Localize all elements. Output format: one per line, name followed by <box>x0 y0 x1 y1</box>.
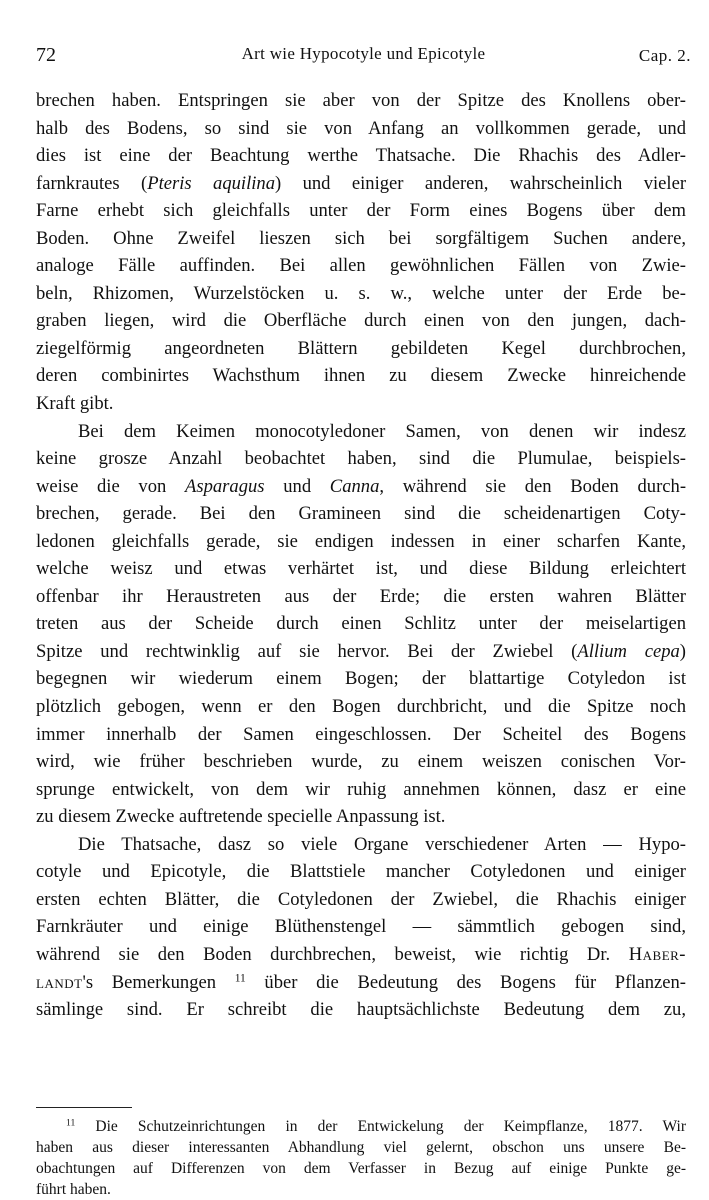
text-run: wird, wie früher beschrieben wurde, zu einem weiszen conischen Vor- <box>36 751 686 773</box>
text-run: offenbar ihr Heraustreten aus der Erde; die ersten wahren Blätter <box>36 585 686 607</box>
italic-term: Canna <box>329 475 380 497</box>
text-run: und <box>264 475 330 497</box>
text-line <box>36 473 686 501</box>
text-run: während sie den Boden durchbrechen, beweist, wie richtig Dr. <box>36 943 629 965</box>
footnote-ref: 11 <box>234 972 246 985</box>
text-run: Spitze und rechtwinklig auf sie hervor. Bei der Zwiebel ( <box>36 640 578 662</box>
text-run: ledonen gleichfalls gerade, sie endigen indessen in einer scharfen Kante, <box>36 530 686 552</box>
text-line <box>36 87 686 115</box>
text-line <box>36 776 686 804</box>
text-line <box>36 555 686 583</box>
text-line <box>36 197 686 225</box>
text-run: Bei dem Keimen monocotyledoner Samen, von denen wir indesz <box>78 420 686 442</box>
text-run: über die Bedeutung des Bogens für Pflanzen- <box>245 971 687 993</box>
text-line <box>36 665 686 693</box>
text-line <box>36 941 686 969</box>
text-line <box>36 225 686 253</box>
author-name: Haber- <box>628 943 686 965</box>
italic-term: Asparagus <box>184 475 265 497</box>
text-line <box>36 170 686 198</box>
text-line <box>36 280 686 308</box>
footnote-line <box>36 1137 686 1158</box>
text-run: graben liegen, wird die Oberfläche durch einen von den jungen, dach- <box>36 310 686 332</box>
text-line <box>36 693 686 721</box>
text-run: brechen, gerade. Bei den Gramineen sind die scheidenartigen Coty- <box>36 503 686 525</box>
text-line <box>36 445 686 473</box>
text-line <box>36 803 686 831</box>
text-run: Die Schutzeinrichtungen in der Entwickelung der Keimpflanze, 1877. Wir <box>75 1118 686 1135</box>
text-run: welche weisz und etwas verhärtet ist, und diese Bildung erleichtert <box>36 558 686 580</box>
text-line <box>36 996 686 1024</box>
text-run: 's Bemerkungen <box>82 971 235 993</box>
text-line <box>36 583 686 611</box>
author-name: landt <box>36 971 83 993</box>
chapter-label: Cap. 2. <box>638 46 691 65</box>
text-run: halb des Bodens, so sind sie von Anfang an vollkommen gerade, und <box>36 117 686 139</box>
text-line <box>36 748 686 776</box>
text-line <box>36 721 686 749</box>
text-line <box>36 390 686 418</box>
text-run: analoge Fälle auffinden. Bei allen gewöhnlichen Fällen von Zwie- <box>36 255 686 277</box>
text-run: cotyle und Epicotyle, die Blattstiele mancher Cotyledonen und einiger <box>36 861 686 883</box>
text-run: begegnen wir wiederum einem Bogen; der blattartige Cotyledon ist <box>36 668 686 690</box>
text-run: ersten echten Blätter, die Cotyledonen der Zwiebel, die Rhachis einiger <box>36 888 686 910</box>
body-text <box>36 87 686 1024</box>
text-run: deren combinirtes Wachsthum ihnen zu diesem Zwecke hinreichende <box>36 365 686 387</box>
text-run: zu diesem Zwecke auftretende specielle Anpassung ist. <box>36 806 446 828</box>
text-run: brechen haben. Entspringen sie aber von der Spitze des Knollens ober- <box>36 90 686 111</box>
text-run: treten aus der Scheide durch einen Schlitz unter der meiselartigen <box>36 613 686 635</box>
text-line <box>36 418 686 446</box>
text-run: immer innerhalb der Samen eingeschlossen. Der Scheitel des Bogens <box>36 723 686 745</box>
text-run: , während sie den Boden durch- <box>379 475 687 497</box>
text-line <box>36 307 686 335</box>
text-run: sämlinge sind. Er schreibt die hauptsächlichste Bedeutung dem zu, <box>36 999 686 1021</box>
text-line <box>36 115 686 143</box>
text-run: keine grosze Anzahl beobachtet haben, sind die Plumulae, beispiels- <box>36 448 686 470</box>
italic-term: Pteris aquilina <box>147 172 276 194</box>
text-run: obachtungen auf Differenzen von dem Verfasser in Bezug auf einige Punkte ge- <box>36 1160 686 1177</box>
text-line <box>36 886 686 914</box>
text-run: Kraft gibt. <box>36 393 114 415</box>
text-run: farnkrautes ( <box>36 172 148 194</box>
text-run: beln, Rhizomen, Wurzelstöcken u. s. w., welche unter der Erde be- <box>36 282 686 304</box>
footnote-divider <box>36 1107 132 1108</box>
footnote <box>36 1116 686 1200</box>
text-run: Farnkräuter und einige Blüthenstengel — sämmtlich gebogen sind, <box>36 916 686 938</box>
page-number: 72 <box>36 44 56 66</box>
text-run: haben aus dieser interessanten Abhandlung viel gelernt, obschon uns unsere Be- <box>36 1139 686 1156</box>
text-line <box>36 252 686 280</box>
text-run: weise die von <box>36 475 185 497</box>
text-run: plötzlich gebogen, wenn er den Bogen durchbricht, und die Spitze noch <box>36 696 686 718</box>
italic-term: Allium cepa <box>577 640 680 662</box>
text-line <box>36 500 686 528</box>
footnote-line <box>36 1158 686 1179</box>
text-line <box>36 362 686 390</box>
text-line <box>36 610 686 638</box>
footnote-line <box>36 1116 686 1137</box>
footnote-ref: 11 <box>66 1117 76 1129</box>
text-run: ) <box>679 640 686 662</box>
running-title: Art wie Hypocotyle und Epicotyle <box>241 44 486 63</box>
text-run: sprunge entwickelt, von dem wir ruhig annehmen können, dasz er eine <box>36 778 686 800</box>
text-line <box>36 969 686 997</box>
text-line <box>36 858 686 886</box>
page-header <box>36 44 691 72</box>
text-run: ziegelförmig angeordneten Blättern gebildeten Kegel durchbrochen, <box>36 337 686 359</box>
text-run: ) und einiger anderen, wahrscheinlich vieler <box>275 172 687 194</box>
text-line <box>36 638 686 666</box>
text-line <box>36 831 686 859</box>
text-line <box>36 335 686 363</box>
text-run: Boden. Ohne Zweifel lieszen sich bei sorgfältigem Suchen andere, <box>36 227 686 249</box>
text-line <box>36 528 686 556</box>
text-line <box>36 913 686 941</box>
text-run: führt haben. <box>36 1181 111 1198</box>
footnote-line <box>36 1179 686 1200</box>
text-run: Farne erhebt sich gleichfalls unter der Form eines Bogens über dem <box>36 200 686 222</box>
text-run: dies ist eine der Beachtung werthe Thatsache. Die Rhachis des Adler- <box>36 145 686 167</box>
text-line <box>36 142 686 170</box>
text-run: Die Thatsache, dasz so viele Organe verschiedener Arten — Hypo- <box>78 833 686 855</box>
